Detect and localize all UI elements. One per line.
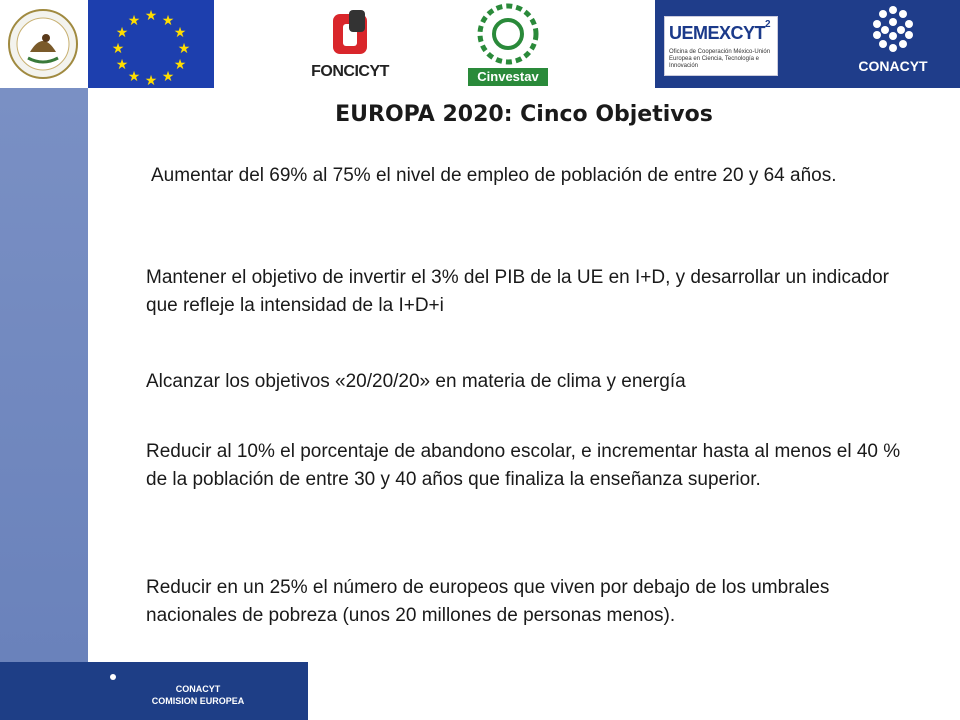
uemexcyt-box (664, 16, 778, 76)
slide-footer (88, 662, 308, 720)
objective-1: Aumentar del 69% al 75% el nivel de empleo de población de entre 20 y 64 años. (151, 165, 837, 186)
slide-title: EUROPA 2020: Cinco Objetivos (335, 102, 713, 127)
logo-header (0, 0, 960, 88)
uemexcyt-title: UEMEXCYT (669, 23, 766, 43)
left-sidebar-gradient (0, 88, 88, 662)
uemexcyt-logo (664, 0, 778, 88)
svg-text:★: ★ (111, 41, 125, 57)
cinvestav-icon (466, 0, 550, 68)
objective-3: Alcanzar los objetivos «20/20/20» en materia de clima y energía (146, 371, 686, 392)
conacyt-dots-icon (848, 0, 938, 58)
left-sidebar (0, 88, 88, 720)
bullet-icon (110, 674, 116, 680)
conacyt-logo (848, 0, 938, 88)
mexico-seal-logo (0, 0, 86, 88)
cinvestav-label: Cinvestav (468, 68, 548, 86)
svg-text:★: ★ (177, 41, 191, 57)
svg-text:★: ★ (127, 13, 141, 29)
objective-4: Reducir al 10% el porcentaje de abandono escolar, e incrementar hasta al menos el 40 % de la población de entre 30 y 40 años que finaliza la enseñanza superior. (146, 441, 901, 490)
eu-flag-logo (88, 0, 214, 88)
foncicyt-icon (303, 0, 395, 62)
cinvestav-logo (466, 0, 550, 88)
footer-line2: COMISION EUROPEA (151, 696, 245, 706)
foncicyt-label: FONCICYT (311, 63, 389, 80)
eu-stars-icon (88, 0, 214, 88)
svg-text:★: ★ (173, 57, 187, 73)
footer-left-block (0, 662, 88, 720)
svg-text:★: ★ (144, 8, 158, 24)
uemexcyt-superscript: 2 (765, 19, 771, 30)
svg-text:★: ★ (161, 13, 175, 29)
svg-text:★: ★ (144, 73, 158, 88)
uemexcyt-subtitle: Oficina de Cooperación México-Unión Europea en Ciencia, Tecnología e Innovación (669, 49, 771, 69)
foncicyt-logo (303, 0, 395, 88)
mexico-seal-icon (0, 0, 86, 88)
svg-text:★: ★ (161, 69, 175, 85)
svg-text:★: ★ (115, 57, 129, 73)
svg-text:★: ★ (173, 25, 187, 41)
objective-2: Mantener el objetivo de invertir el 3% del PIB de la UE en I+D, y desarrollar un indicador que refleje la intensidad de la I+D+i (146, 267, 889, 316)
footer-line1: CONACYT (175, 684, 221, 694)
conacyt-label: CONACYT (858, 58, 928, 74)
svg-text:★: ★ (127, 69, 141, 85)
svg-text:★: ★ (115, 25, 129, 41)
objective-5: Reducir en un 25% el número de europeos que viven por debajo de los umbrales nacionales de pobreza (unos 20 millones de personas menos). (146, 577, 830, 626)
